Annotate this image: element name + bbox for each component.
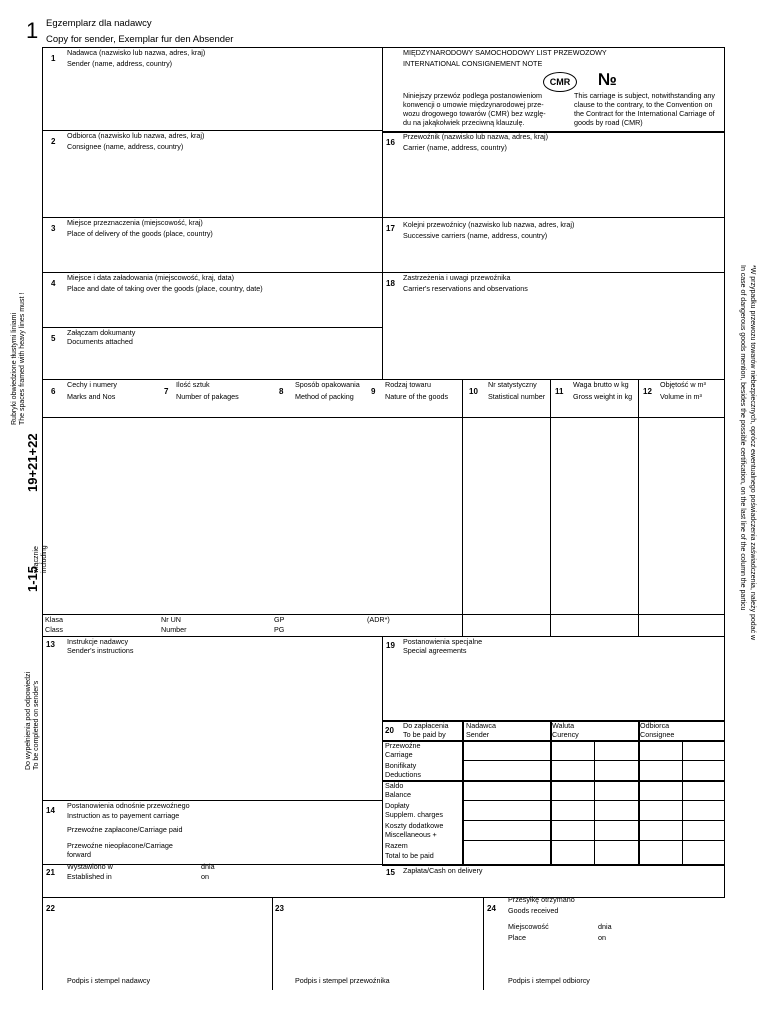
field-label-en: Number of pakages: [176, 392, 239, 401]
side-do-wypelnienia-en: To be completed on sender's: [33, 680, 40, 770]
field-17-successive-carriers[interactable]: [383, 218, 724, 272]
field-4-place-date-taking-over[interactable]: [43, 273, 381, 327]
field-label-pl: Objętość w m³: [660, 380, 706, 389]
convention-en-4: goods by road (CMR): [574, 118, 643, 127]
signature-label: Podpis i stempel odbiorcy: [508, 976, 590, 985]
signature-label: Podpis i stempel nadawcy: [67, 976, 151, 985]
field-number: 5: [51, 334, 56, 343]
field-18-carrier-reservations[interactable]: [383, 273, 724, 379]
field-label-pl: Ilość sztuk: [176, 380, 210, 389]
row-supplem-pl: Dopłaty: [385, 801, 410, 810]
adr-class: Class: [45, 625, 63, 634]
field-label-en: Documents attached: [67, 337, 133, 346]
copy-number: 1: [26, 18, 39, 43]
row-total-pl: Razem: [385, 841, 408, 850]
row-balance-en: Balance: [385, 790, 411, 799]
field-label-pl: Postanowienia odnośnie przewoźnego: [67, 801, 190, 810]
field-label-en: Special agreements: [403, 646, 467, 655]
side-including: including: [41, 545, 48, 573]
date-label-en: on: [201, 872, 209, 881]
adr-label: (ADR*): [367, 615, 390, 624]
col-sender-en: Sender: [466, 730, 490, 739]
field-label-pl: Przewoźnik (nazwisko lub nazwa, adres, kraj): [403, 132, 549, 141]
field-label-pl: Cechy i numery: [67, 380, 117, 389]
side-wlacznie: włącznie: [33, 546, 40, 573]
field-label-en: Goods received: [508, 906, 559, 915]
place-label-en: Place: [508, 933, 526, 942]
field-14-payment-instructions[interactable]: [43, 801, 381, 864]
carriage-forward-option[interactable]: Przewoźne nieopłacone/Carriage: [67, 841, 173, 850]
field-number: 13: [46, 640, 55, 649]
field-label-en: Consignee (name, address, country): [67, 142, 184, 151]
field-label-pl: Waga brutto w kg: [573, 380, 629, 389]
field-number: 7: [164, 387, 169, 396]
field-number: 21: [46, 868, 55, 877]
field-label-en: Place and date of taking over the goods (place, country, date): [67, 284, 263, 293]
field-label-en: Statistical number: [488, 392, 546, 401]
field-number: 23: [275, 904, 284, 913]
field-label-en: Volume in m³: [660, 392, 702, 401]
field-23-carrier-signature[interactable]: [273, 898, 483, 990]
side-rubryki-en: The spaces framed with heavy lines must !: [19, 292, 26, 425]
field-label-pl: Do zapłacenia: [403, 721, 449, 730]
goods-table-body[interactable]: [43, 418, 724, 614]
field-label-en: To be paid by: [403, 730, 446, 739]
field-label-pl: Instrukcje nadawcy: [67, 637, 129, 646]
field-label-en: Successive carriers (name, address, country): [403, 231, 548, 240]
place-label-pl: Miejscowość: [508, 922, 549, 931]
field-number: 20: [385, 726, 394, 735]
field-number: 8: [279, 387, 284, 396]
field-2-consignee[interactable]: [43, 131, 381, 217]
field-5-documents-attached[interactable]: [43, 328, 381, 379]
convention-en-3: the Contract for the International Carriage of: [574, 109, 715, 118]
number-sign: №: [598, 70, 617, 89]
carriage-forward-option-en[interactable]: forward: [67, 850, 91, 859]
field-number: 12: [643, 387, 652, 396]
row-total-en: Total to be paid: [385, 851, 434, 860]
field-label-pl: Postanowienia specjalne: [403, 637, 483, 646]
signature-label: Podpis i stempel przewoźnika: [295, 976, 390, 985]
date-label-pl: dnia: [201, 862, 215, 871]
field-label-pl: Nr statystyczny: [488, 380, 537, 389]
copy-label-pl: Egzemplarz dla nadawcy: [46, 18, 152, 29]
row-supplem-en: Supplem. charges: [385, 810, 443, 819]
field-number: 9: [371, 387, 376, 396]
field-label-en: Nature of the goods: [385, 392, 449, 401]
side-fields-19-21-22: 19+21+22: [25, 433, 40, 492]
field-13-sender-instructions[interactable]: [43, 637, 381, 800]
consignment-note-title: [383, 48, 724, 131]
field-number: 1: [51, 54, 56, 63]
field-label-pl: Miejsce przeznaczenia (miejscowość, kraj): [67, 218, 203, 227]
convention-pl-1: Niniejszy przewóz podlega postanowieniom: [403, 91, 543, 100]
field-label-en: Carrier's reservations and observations: [403, 284, 528, 293]
field-label-en: Gross weight in kg: [573, 392, 633, 401]
field-label-pl: Odbiorca (nazwisko lub nazwa, adres, kraj): [67, 131, 205, 140]
col-currency-pl: Waluta: [552, 721, 575, 730]
row-carriage-en: Carriage: [385, 750, 413, 759]
field-label-pl: Wystawiono w: [67, 862, 113, 871]
field-number: 17: [386, 224, 395, 233]
field-number: 2: [51, 137, 56, 146]
field-number: 24: [487, 904, 496, 913]
field-label-pl: Nadawca (nazwisko lub nazwa, adres, kraj): [67, 48, 206, 57]
row-carriage-pl: Przewoźne: [385, 741, 421, 750]
row-deductions-en: Deductions: [385, 770, 421, 779]
field-label-en: Established in: [67, 872, 112, 881]
field-label: Zapłata/Cash on delivery: [403, 866, 483, 875]
field-label-pl: Załączam dokumanty: [67, 328, 136, 337]
field-number: 14: [46, 806, 55, 815]
field-1-sender[interactable]: [43, 48, 381, 130]
field-24-goods-received[interactable]: [484, 895, 724, 990]
field-number: 6: [51, 387, 56, 396]
field-number: 11: [555, 387, 564, 396]
field-label-en: Carrier (name, address, country): [403, 143, 507, 152]
field-19-special-agreements[interactable]: [383, 637, 724, 720]
adr-number: Number: [161, 625, 187, 634]
side-fields-1-15: 1-15: [25, 565, 40, 592]
col-sender-pl: Nadawca: [466, 721, 496, 730]
field-label-pl: Rodzaj towaru: [385, 380, 431, 389]
field-number: 3: [51, 224, 56, 233]
field-label-en: Method of packing: [295, 392, 354, 401]
convention-en-1: This carriage is subject, notwithstanding any: [574, 91, 716, 100]
title-en: INTERNATIONAL CONSIGNEMENT NOTE: [403, 59, 543, 68]
field-label-pl: Przesyłkę otrzymano: [508, 895, 575, 904]
field-label-en: Marks and Nos: [67, 392, 116, 401]
field-number: 19: [386, 641, 395, 650]
row-misc-pl: Koszty dodatkowe: [385, 821, 444, 830]
field-number: 10: [469, 387, 478, 396]
col-consignee-en: Consignee: [640, 730, 675, 739]
convention-en-2: clause to the contrary, to the Convention on: [574, 100, 713, 109]
adr-pg: PG: [274, 625, 285, 634]
field-label-en: Sender's instructions: [67, 646, 134, 655]
field-20-to-be-paid-by: [383, 721, 724, 864]
col-consignee-pl: Odbiorca: [640, 721, 670, 730]
convention-pl-3: wozu drogowego towarów (CMR) bez wzglę-: [403, 109, 546, 118]
adr-klasa: Klasa: [45, 615, 63, 624]
field-number: 22: [46, 904, 55, 913]
field-label-en: Instruction as to payement carriage: [67, 811, 180, 820]
field-label-pl: Zastrzeżenia i uwagi przewoźnika: [403, 273, 511, 282]
side-rubryki-pl: Rubryki obwiedzione tłustymi liniami: [11, 312, 18, 425]
adr-row: [43, 615, 724, 636]
goods-header-row: [43, 380, 724, 417]
row-balance-pl: Saldo: [385, 781, 404, 790]
copy-label-en: Copy for sender, Exemplar fur den Absender: [46, 34, 234, 45]
field-label-en: Place of delivery of the goods (place, country): [67, 229, 213, 238]
row-deductions-pl: Bonifikaty: [385, 761, 417, 770]
date-label-en: on: [598, 933, 606, 942]
field-21-established-in[interactable]: [43, 862, 381, 897]
convention-pl-4: du na jakąkolwiek przeciwną klauzulę.: [403, 118, 525, 127]
row-misc-en: Miscellaneous +: [385, 830, 437, 839]
convention-pl-2: konwencji o umowie międzynarodowej prze-: [403, 100, 544, 109]
adr-nr-un: Nr UN: [161, 615, 181, 624]
side-dangerous-goods-pl: *W przypadku przewozu towarów niebezpiecznych, oprócz ewentualnego poświadczenia zaświadczenia, należy podać w: [749, 265, 756, 641]
field-number: 4: [51, 279, 56, 288]
col-currency-en: Curency: [552, 730, 579, 739]
adr-gp: GP: [274, 615, 285, 624]
field-22-sender-signature[interactable]: [43, 898, 272, 990]
date-label-pl: dnia: [598, 922, 612, 931]
field-label-pl: Sposób opakowania: [295, 380, 360, 389]
field-number: 18: [386, 279, 395, 288]
field-number: 15: [386, 868, 395, 877]
field-number: 16: [386, 138, 395, 147]
field-3-place-of-delivery[interactable]: [43, 218, 381, 272]
field-label-pl: Miejsce i data załadowania (miejscowość, kraj, data): [67, 273, 234, 282]
side-dangerous-goods-en: In case of dangerous goods mention, besides the possible certification, on the last line of the column the particu: [739, 265, 746, 611]
title-pl: MIĘDZYNARODOWY SAMOCHODOWY LIST PRZEWOZOWY: [403, 48, 607, 57]
side-do-wypelnienia-pl: Do wypełnienia pod odpowiedzi: [25, 671, 32, 770]
field-label-pl: Kolejni przewoźnicy (nazwisko lub nazwa, adres, kraj): [403, 220, 575, 229]
carriage-paid-option[interactable]: Przewoźne zapłacone/Carriage paid: [67, 825, 183, 834]
cmr-logo: CMR: [543, 72, 577, 92]
field-label-en: Sender (name, address, country): [67, 59, 173, 68]
field-16-carrier[interactable]: [383, 132, 724, 217]
field-15-cash-on-delivery[interactable]: [383, 865, 724, 897]
